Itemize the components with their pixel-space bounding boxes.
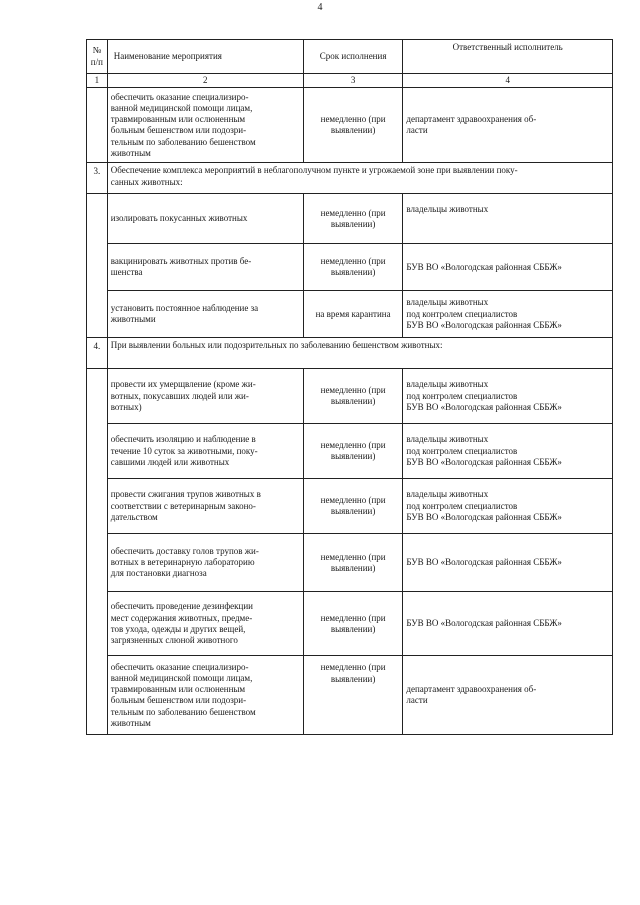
- row-deadline: немедленно (при выявлении): [303, 244, 403, 291]
- table-row: [87, 291, 613, 338]
- column-index-row: [87, 74, 613, 88]
- row-name: обеспечить доставку голов трупов жи- вотных в ветеринарную лабораторию для постановки диагноза: [107, 534, 303, 592]
- row-name: провести сжигания трупов животных в соответствии с ветеринарным законо- дательством: [107, 479, 303, 534]
- section-num: 3.: [87, 163, 108, 194]
- row-num-cell: [87, 424, 108, 479]
- row-name: изолировать покусанных животных: [107, 194, 303, 244]
- column-index: 4: [403, 74, 613, 88]
- row-deadline: на время карантина: [303, 291, 403, 338]
- row-responsible: владельцы животных под контролем специалистов БУВ ВО «Вологодская районная СББЖ»: [403, 291, 613, 338]
- header-name: Наименование мероприятия: [107, 40, 303, 74]
- column-index: 3: [303, 74, 403, 88]
- row-name: вакцинировать животных против бе- шенства: [107, 244, 303, 291]
- row-deadline: немедленно (при выявлении): [303, 656, 403, 735]
- row-responsible: владельцы животных под контролем специалистов БУВ ВО «Вологодская районная СББЖ»: [403, 369, 613, 424]
- row-responsible: владельцы животных под контролем специалистов БУВ ВО «Вологодская районная СББЖ»: [403, 479, 613, 534]
- column-index: 1: [87, 74, 108, 88]
- row-deadline: немедленно (при выявлении): [303, 534, 403, 592]
- header-responsible: Ответственный исполнитель: [403, 40, 613, 74]
- row-name: обеспечить оказание специализиро- ванной медицинской помощи лицам, травмированным или ослюненным больным бешенством или подозри- тельным по заболеванию бешенством животным: [107, 656, 303, 735]
- row-responsible: департамент здравоохранения об- ласти: [403, 88, 613, 163]
- row-num-cell: [87, 656, 108, 735]
- row-deadline: немедленно (при выявлении): [303, 592, 403, 656]
- table-row: [87, 656, 613, 735]
- row-responsible: владельцы животных: [403, 194, 613, 244]
- row-num-cell: [87, 592, 108, 656]
- header-deadline: Срок исполнения: [303, 40, 403, 74]
- table-row: [87, 194, 613, 244]
- section-row: [87, 338, 613, 369]
- row-num-cell: [87, 369, 108, 424]
- row-name: обеспечить изоляцию и наблюдение в течение 10 суток за животными, поку- савшими людей или животных: [107, 424, 303, 479]
- row-deadline: немедленно (при выявлении): [303, 88, 403, 163]
- section-title: Обеспечение комплекса мероприятий в неблагополучном пункте и угрожаемой зоне при выявлении поку- санных животных:: [107, 163, 612, 194]
- section-row: [87, 163, 613, 194]
- row-responsible: департамент здравоохранения об- ласти: [403, 656, 613, 735]
- row-name: установить постоянное наблюдение за животными: [107, 291, 303, 338]
- row-name: обеспечить оказание специализиро- ванной медицинской помощи лицам, травмированным или ослюненным больным бешенством или подозри- тельным по заболеванию бешенством животным: [107, 88, 303, 163]
- row-name: обеспечить проведение дезинфекции мест содержания животных, предме- тов ухода, одежды и других вещей, загрязненных слюной животного: [107, 592, 303, 656]
- measures-table: [86, 39, 613, 735]
- row-num-cell: [87, 291, 108, 338]
- row-deadline: немедленно (при выявлении): [303, 479, 403, 534]
- row-responsible: БУВ ВО «Вологодская районная СББЖ»: [403, 244, 613, 291]
- row-deadline: немедленно (при выявлении): [303, 369, 403, 424]
- row-deadline: немедленно (при выявлении): [303, 194, 403, 244]
- row-num-cell: [87, 88, 108, 163]
- table-row: [87, 592, 613, 656]
- row-name: провести их умерщвление (кроме жи- вотных, покусавших людей или жи- вотных): [107, 369, 303, 424]
- row-responsible: БУВ ВО «Вологодская районная СББЖ»: [403, 592, 613, 656]
- row-responsible: БУВ ВО «Вологодская районная СББЖ»: [403, 534, 613, 592]
- section-num: 4.: [87, 338, 108, 369]
- row-deadline: немедленно (при выявлении): [303, 424, 403, 479]
- page-number: 4: [317, 2, 323, 13]
- row-responsible: владельцы животных под контролем специалистов БУВ ВО «Вологодская районная СББЖ»: [403, 424, 613, 479]
- table-row: [87, 88, 613, 163]
- table-row: [87, 534, 613, 592]
- row-num-cell: [87, 194, 108, 244]
- table-row: [87, 479, 613, 534]
- row-num-cell: [87, 479, 108, 534]
- row-num-cell: [87, 244, 108, 291]
- section-title: При выявлении больных или подозрительных по заболеванию бешенством животных:: [107, 338, 612, 369]
- table-row: [87, 369, 613, 424]
- table-row: [87, 424, 613, 479]
- table-header-row: [87, 40, 613, 74]
- row-num-cell: [87, 534, 108, 592]
- table-row: [87, 244, 613, 291]
- header-num: № п/п: [87, 40, 108, 74]
- column-index: 2: [107, 74, 303, 88]
